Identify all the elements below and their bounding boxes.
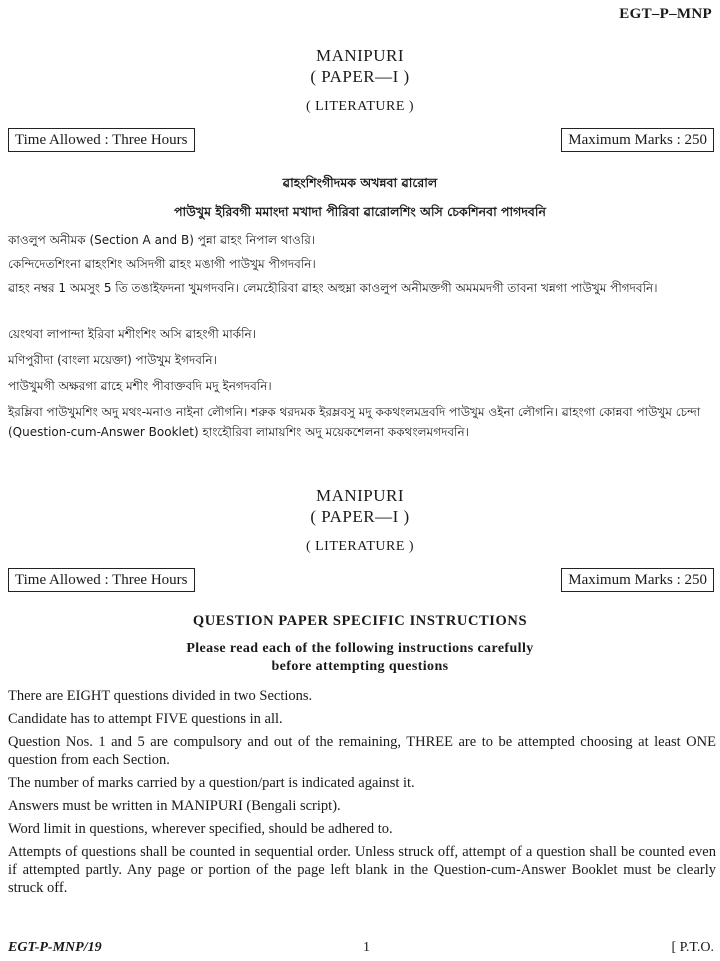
subject-title: MANIPURI: [315, 46, 405, 65]
time-allowed-box: Time Allowed : Three Hours: [8, 128, 195, 152]
subject-title: MANIPURI: [315, 486, 405, 505]
manipuri-subheading: পাউখুম ইরিবগী মমাংদা মখাদা পীরিবা ৱারোলশিং অসি চেকশিনবা পাগদবনি: [174, 204, 546, 219]
paper-subject: ( LITERATURE ): [305, 99, 415, 114]
please-read-line-1: Please read each of the following instructions carefully: [186, 641, 534, 656]
instruction-item: Question Nos. 1 and 5 are compulsory and out of the remaining, THREE are to be attempted choosing at least ONE question from each Section.: [8, 734, 716, 768]
manipuri-instruction: কাওলুপ অনীমক (Section A and B) পুন্না ৱাহং নিপাল থাওরি।: [8, 233, 316, 247]
manipuri-heading: ৱাহংশিংগীদমক অখন্নবা ৱারোল: [282, 175, 438, 190]
title-block-2: [0, 486, 720, 555]
manipuri-instruction: কেন্দিদেতশিংনা ৱাহংশিং অসিদগী ৱাহং মঙাগী পাউখুম পীগদবনি।: [8, 257, 316, 271]
time-marks-row-1: [8, 128, 714, 154]
time-allowed-box: Time Allowed : Three Hours: [8, 568, 195, 592]
page-number: 1: [363, 940, 370, 955]
instruction-item: The number of marks carried by a question/part is indicated against it.: [8, 775, 415, 791]
paper-number: ( PAPER—I ): [310, 67, 410, 86]
max-marks-box: Maximum Marks : 250: [561, 128, 714, 152]
manipuri-instruction: ৱাহং নম্বর 1 অমসুং 5 তি তঙাইফদনা খুমগদবনি। লেমহৌরিবা ৱাহং অহুম্না কাওলুপ অনীমক্তগী অমমমদগী তাবনা খন্নগা পাউখুম পীগদবনি।: [8, 281, 658, 295]
instruction-item: Word limit in questions, wherever specified, should be adhered to.: [8, 821, 393, 837]
paper-code: EGT–P–MNP: [619, 6, 712, 22]
title-block-1: [0, 46, 720, 115]
footer-paper-code: EGT-P-MNP/19: [8, 940, 102, 955]
instructions-heading: QUESTION PAPER SPECIFIC INSTRUCTIONS: [192, 613, 528, 629]
pto-label: [ P.T.O.: [671, 940, 714, 955]
time-marks-row-2: [8, 568, 714, 594]
instruction-item: There are EIGHT questions divided in two Sections.: [8, 688, 313, 704]
instruction-item: Attempts of questions shall be counted in sequential order. Unless struck off, attempt of a question shall be counted even if attempted partly. Any page or portion of the page left blank in the Question-cum-Answer Booklet must be clearly struck off.: [8, 844, 716, 896]
paper-subject: ( LITERATURE ): [305, 539, 415, 554]
paper-number: ( PAPER—I ): [310, 507, 410, 526]
manipuri-instruction: পাউখুমগী অক্ষরগা ৱাহে মশীং পীবাক্তবদি মদু ইনগদবনি।: [8, 379, 272, 393]
please-read-line-2: before attempting questions: [271, 659, 449, 674]
instruction-item: Candidate has to attempt FIVE questions in all.: [8, 711, 283, 727]
manipuri-instruction: য়েংথবা লাপান্দা ইরিবা মশীংশিং অসি ৱাহংগী মার্কনি।: [8, 327, 257, 341]
manipuri-instruction: ইরম্লিবা পাউখুমশিং অদু মথং-মনাও নাইনা লৌগনি। শরুক থরদমক ইরম্লবসু মদু ককথংলমদ্রবদি পাউখুম ওইনা লৌগনি। ৱাহংগা কোন্নবা পাউখুম চেন্দা (Question-cum-Answer Booklet) হাংহৌরিবা লামায়শিং অদু ময়েকশেলনা ককথংলমগদবনি।: [8, 405, 701, 439]
instruction-item: Answers must be written in MANIPURI (Bengali script).: [8, 798, 341, 814]
manipuri-instruction: মণিপুরীদা (বাংলা ময়েক্তা) পাউখুম ইগদবনি।: [8, 353, 217, 367]
max-marks-box: Maximum Marks : 250: [561, 568, 714, 592]
